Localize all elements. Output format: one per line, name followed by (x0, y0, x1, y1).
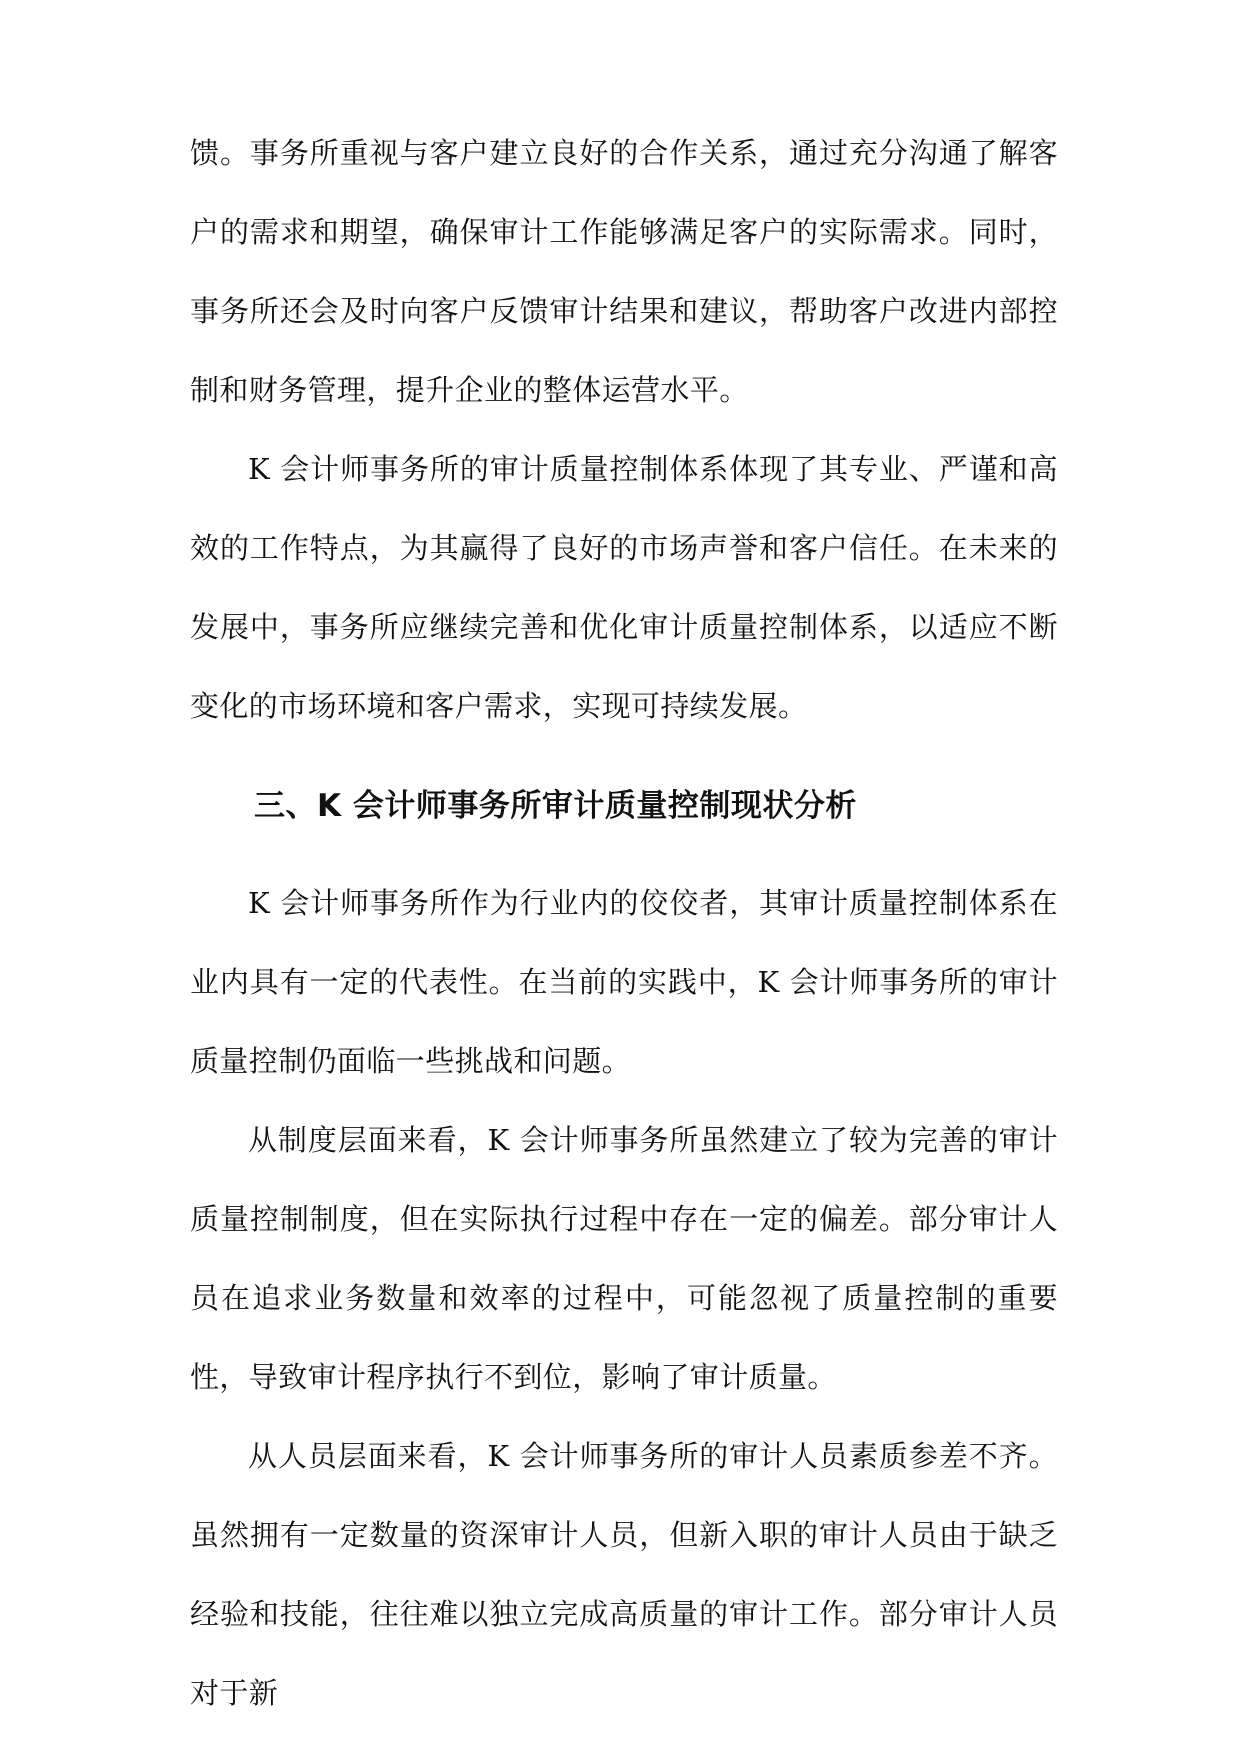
section-heading: 三、K 会计师事务所审计质量控制现状分析 (254, 788, 857, 824)
paragraph-intro: K 会计师事务所作为行业内的佼佼者，其审计质量控制体系在业内具有一定的代表性。在当前的实践中，K 会计师事务所的审计质量控制仍面临一些挑战和问题。 (190, 886, 1058, 1078)
paragraph-continued: 馈。事务所重视与客户建立良好的合作关系，通过充分沟通了解客户的需求和期望，确保审计工作能够满足客户的实际需求。同时，事务所还会及时向客户反馈审计结果和建议，帮助客户改进内部控制和财务管理，提升企业的整体运营水平。 (190, 136, 1058, 407)
top-text-block (190, 114, 1058, 746)
paragraph-personnel-level: 从人员层面来看，K 会计师事务所的审计人员素质参差不齐。虽然拥有一定数量的资深审计人员，但新入职的审计人员由于缺乏经验和技能，往往难以独立完成高质量的审计工作。部分审计人员对于新 (190, 1439, 1058, 1710)
paragraph-quality-system-summary: K 会计师事务所的审计质量控制体系体现了其专业、严谨和高效的工作特点，为其赢得了良好的市场声誉和客户信任。在未来的发展中，事务所应继续完善和优化审计质量控制体系，以适应不断变化的市场环境和客户需求，实现可持续发展。 (190, 452, 1058, 723)
paragraph-system-level: 从制度层面来看，K 会计师事务所虽然建立了较为完善的审计质量控制制度，但在实际执行过程中存在一定的偏差。部分审计人员在追求业务数量和效率的过程中，可能忽视了质量控制的重要性，导致审计程序执行不到位，影响了审计质量。 (190, 1123, 1058, 1394)
bottom-text-block (190, 864, 1058, 1733)
